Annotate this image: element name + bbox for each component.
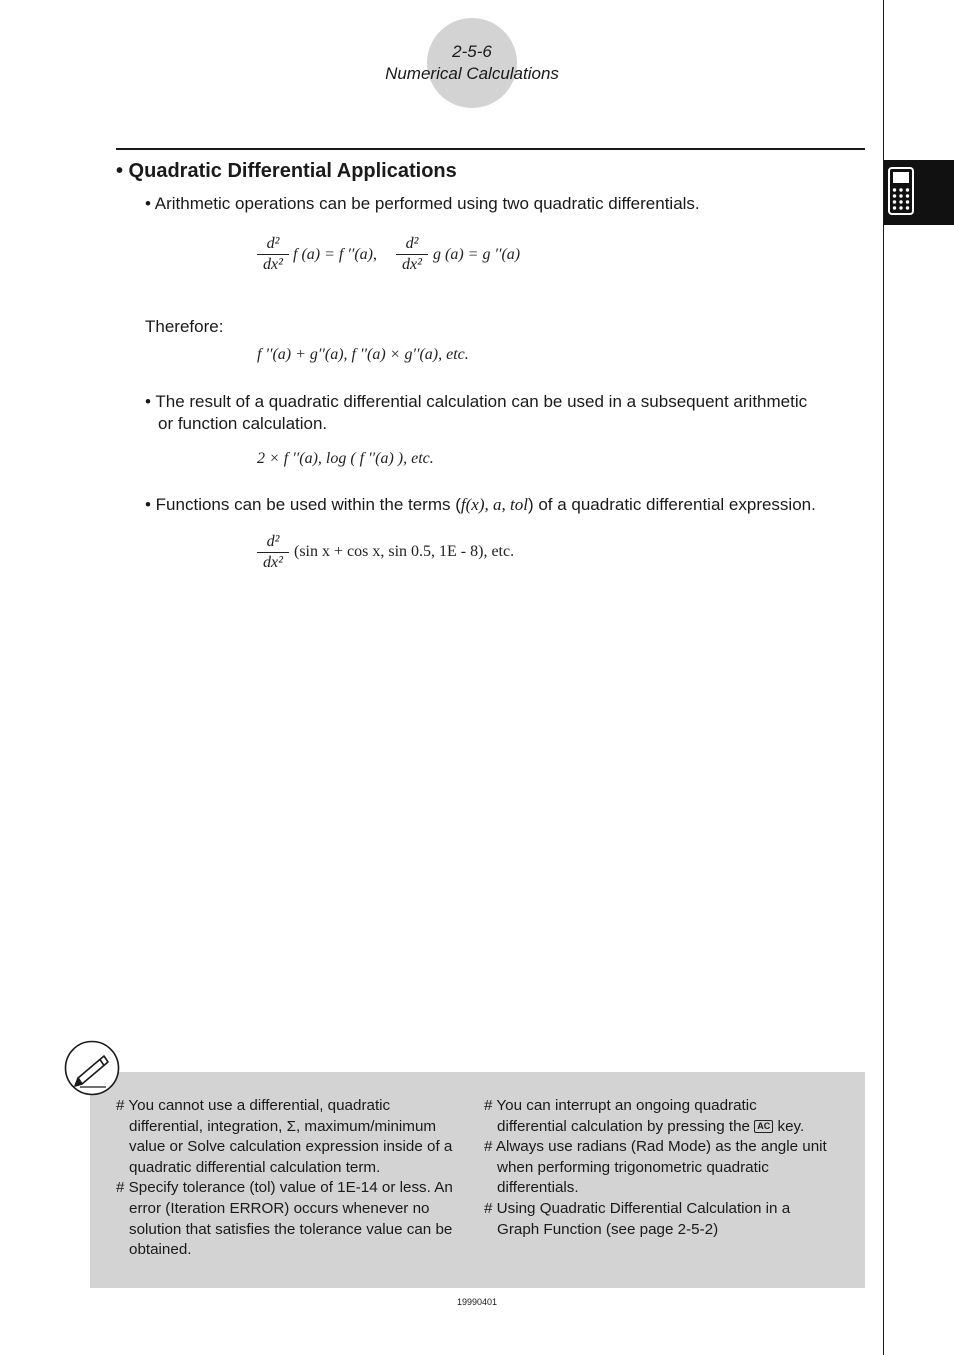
- equation-g: g (a) = g ′′(a): [433, 246, 521, 263]
- fraction-d2dx2: d² dx²: [257, 533, 289, 572]
- chapter-tab: [884, 160, 954, 225]
- fraction-d2dx2: d² dx²: [257, 235, 289, 274]
- bullet-result-line2: or function calculation.: [158, 414, 328, 433]
- bullet-result-line1: • The result of a quadratic differential calculation can be used in a subsequent arithmetic: [145, 392, 808, 411]
- equation-log: 2 × f ′′(a), log ( f ′′(a) ), etc.: [257, 450, 434, 467]
- pencil-icon: [64, 1040, 120, 1096]
- notes-right-column: [484, 1096, 829, 1240]
- section-title: • Quadratic Differential Applications: [116, 160, 457, 182]
- note-item: # Using Quadratic Differential Calculation in a Graph Function (see page 2-5-2): [484, 1199, 791, 1238]
- page-number: 2-5-6: [452, 42, 492, 61]
- note-item: # You cannot use a differential, quadratic differential, integration, Σ, maximum/minimum value or Solve calculation expression inside of a quadratic differential calculation term.: [116, 1097, 453, 1176]
- ac-key-icon: AC: [754, 1120, 773, 1133]
- equation-f: f (a) = f ′′(a),: [293, 246, 377, 263]
- equation-sum-product: f ′′(a) + g′′(a), f ′′(a) × g′′(a), etc.: [257, 346, 469, 363]
- header-circle: [427, 18, 517, 108]
- fraction-d2dx2: d² dx²: [396, 235, 428, 274]
- bullet-arithmetic: • Arithmetic operations can be performed using two quadratic differentials.: [145, 194, 700, 213]
- notes-left-column: [116, 1096, 466, 1261]
- footer-code: 19990401: [456, 1297, 498, 1307]
- terms-expression: f(x), a, tol: [460, 495, 528, 514]
- chapter-title: Numerical Calculations: [385, 64, 559, 83]
- therefore-label: Therefore:: [145, 317, 224, 336]
- note-item: # You can interrupt an ongoing quadratic differential calculation by pressing the AC key.: [484, 1097, 805, 1135]
- note-item: # Specify tolerance (tol) value of 1E-14 or less. An error (Iteration ERROR) occurs whenever no solution that satisfies the tolerance value can be obtained.: [116, 1179, 453, 1259]
- equation-example: (sin x + cos x, sin 0.5, 1E - 8), etc.: [294, 543, 515, 560]
- calculator-icon: [884, 160, 954, 225]
- header-rule: [116, 148, 865, 150]
- note-item: # Always use radians (Rad Mode) as the angle unit when performing trigonometric quadratic differentials.: [484, 1138, 827, 1197]
- bullet-functions: • Functions can be used within the terms (f(x), a, tol) of a quadratic differential expression.: [145, 495, 816, 514]
